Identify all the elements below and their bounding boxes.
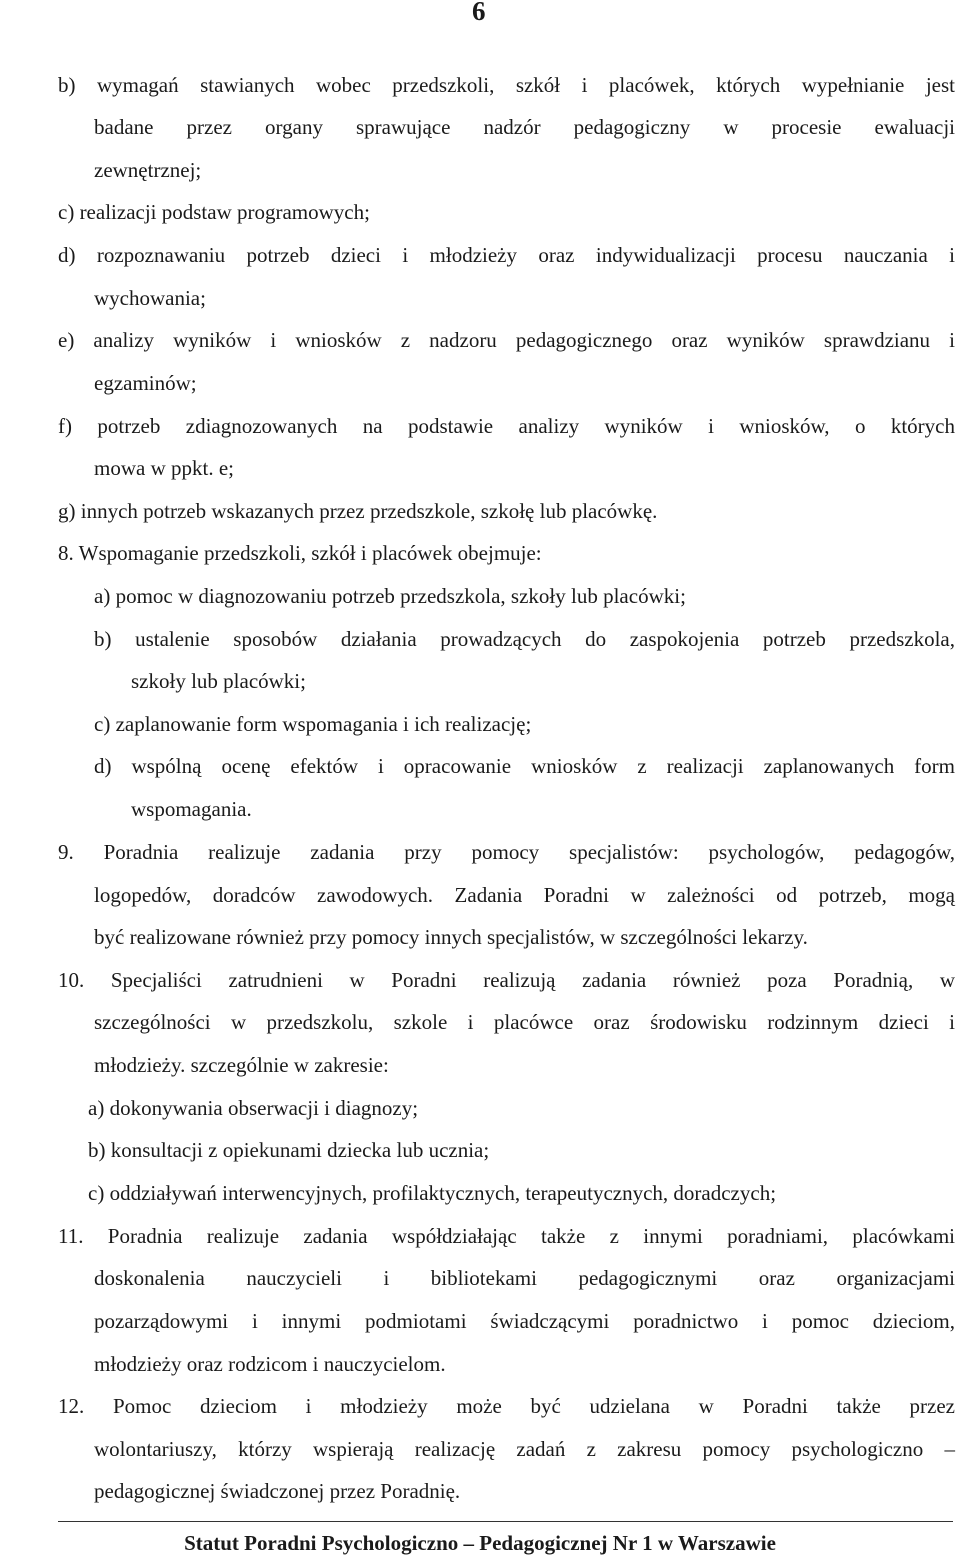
text-line: d) rozpoznawaniu potrzeb dzieci i młodzieży oraz indywidualizacji procesu nauczania i [58, 243, 955, 267]
text-line: logopedów, doradców zawodowych. Zadania Poradni w zależności od potrzeb, mogą [94, 883, 955, 907]
text-line: wspomagania. [131, 797, 252, 821]
text-line: pedagogicznej świadczonej przez Poradnię. [94, 1479, 461, 1503]
text-line: zewnętrznej; [94, 158, 202, 182]
text-line: c) realizacji podstaw programowych; [58, 200, 370, 224]
text-line: f) potrzeb zdiagnozowanych na podstawie analizy wyników i wniosków, o których [58, 414, 955, 438]
text-line: badane przez organy sprawujące nadzór pedagogiczny w procesie ewaluacji [94, 115, 955, 139]
text-line: egzaminów; [94, 371, 197, 395]
text-line: mowa w ppkt. e; [94, 456, 234, 480]
text-line: a) dokonywania obserwacji i diagnozy; [88, 1096, 419, 1120]
text-line: wolontariuszy, którzy wspierają realizację zadań z zakresu pomocy psychologiczno – [94, 1437, 955, 1461]
text-line: pozarządowymi i innymi podmiotami świadczącymi poradnictwo i pomoc dzieciom, [94, 1309, 955, 1333]
text-line: doskonalenia nauczycieli i bibliotekami pedagogicznymi oraz organizacjami [94, 1266, 955, 1290]
text-line: g) innych potrzeb wskazanych przez przedszkole, szkołę lub placówkę. [58, 499, 658, 523]
text-line: 9. Poradnia realizuje zadania przy pomocy specjalistów: psychologów, pedagogów, [58, 840, 955, 864]
text-line: b) konsultacji z opiekunami dziecka lub ucznia; [88, 1138, 490, 1162]
text-line: c) oddziaływań interwencyjnych, profilaktycznych, terapeutycznych, doradczych; [88, 1181, 777, 1205]
text-line: b) ustalenie sposobów działania prowadzących do zaspokojenia potrzeb przedszkola, [94, 627, 955, 651]
page-number: 6 [472, 0, 486, 26]
text-line: 11. Poradnia realizuje zadania współdziałając także z innymi poradniami, placówkami [58, 1224, 955, 1248]
text-line: c) zaplanowanie form wspomagania i ich realizację; [94, 712, 532, 736]
text-line: 10. Specjaliści zatrudnieni w Poradni realizują zadania również poza Poradnią, w [58, 968, 955, 992]
text-line: e) analizy wyników i wniosków z nadzoru pedagogicznego oraz wyników sprawdzianu i [58, 328, 955, 352]
text-line: wychowania; [94, 286, 206, 310]
text-line: b) wymagań stawianych wobec przedszkoli, szkół i placówek, których wypełnianie jest [58, 73, 955, 97]
text-line: 8. Wspomaganie przedszkoli, szkół i placówek obejmuje: [58, 541, 542, 565]
text-line: szkoły lub placówki; [131, 669, 306, 693]
text-line: a) pomoc w diagnozowaniu potrzeb przedszkola, szkoły lub placówki; [94, 584, 686, 608]
text-line: 12. Pomoc dzieciom i młodzieży może być udzielana w Poradni także przez [58, 1394, 955, 1418]
footer-title: Statut Poradni Psychologiczno – Pedagogicznej Nr 1 w Warszawie [184, 1531, 776, 1555]
text-line: młodzieży. szczególnie w zakresie: [94, 1053, 389, 1077]
footer-divider [58, 1521, 953, 1522]
text-line: d) wspólną ocenę efektów i opracowanie wniosków z realizacji zaplanowanych form [94, 754, 955, 778]
text-line: szczególności w przedszkolu, szkole i placówce oraz środowisku rodzinnym dzieci i [94, 1010, 955, 1034]
text-line: być realizowane również przy pomocy innych specjalistów, w szczególności lekarzy. [94, 925, 808, 949]
text-line: młodzieży oraz rodzicom i nauczycielom. [94, 1352, 446, 1376]
